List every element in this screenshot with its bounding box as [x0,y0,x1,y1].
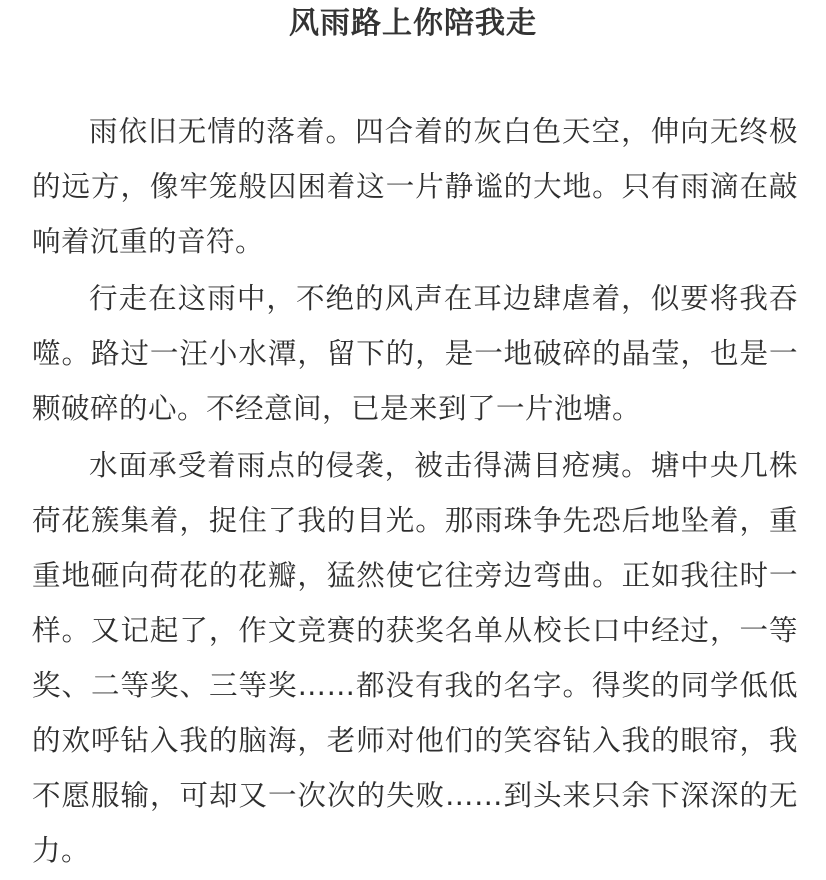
article-body [32,104,798,880]
paragraph-2: 行走在这雨中，不绝的风声在耳边肆虐着，似要将我吞噬。路过一汪小水潭，留下的，是一地破碎的晶莹，也是一颗破碎的心。不经意间，已是来到了一片池塘。 [32,282,798,425]
paragraph-3: 水面承受着雨点的侵袭，被击得满目疮痍。塘中央几株荷花簇集着，捉住了我的目光。那雨珠争先恐后地坠着，重重地砸向荷花的花瓣，猛然使它往旁边弯曲。正如我往时一样。又记起了，作文竞赛的获奖名单从校长口中经过，一等奖、二等奖、三等奖……都没有我的名字。得奖的同学低低的欢呼钻入我的脑海，老师对他们的笑容钻入我的眼帘，我不愿服输，可却又一次次的失败……到头来只余下深深的无力。 [32,449,798,867]
article-title: 风雨路上你陪我走 [289,6,537,41]
paragraph-1: 雨依旧无情的落着。四合着的灰白色天空，伸向无终极的远方，像牢笼般囚困着这一片静谧的大地。只有雨滴在敲响着沉重的音符。 [32,115,798,258]
